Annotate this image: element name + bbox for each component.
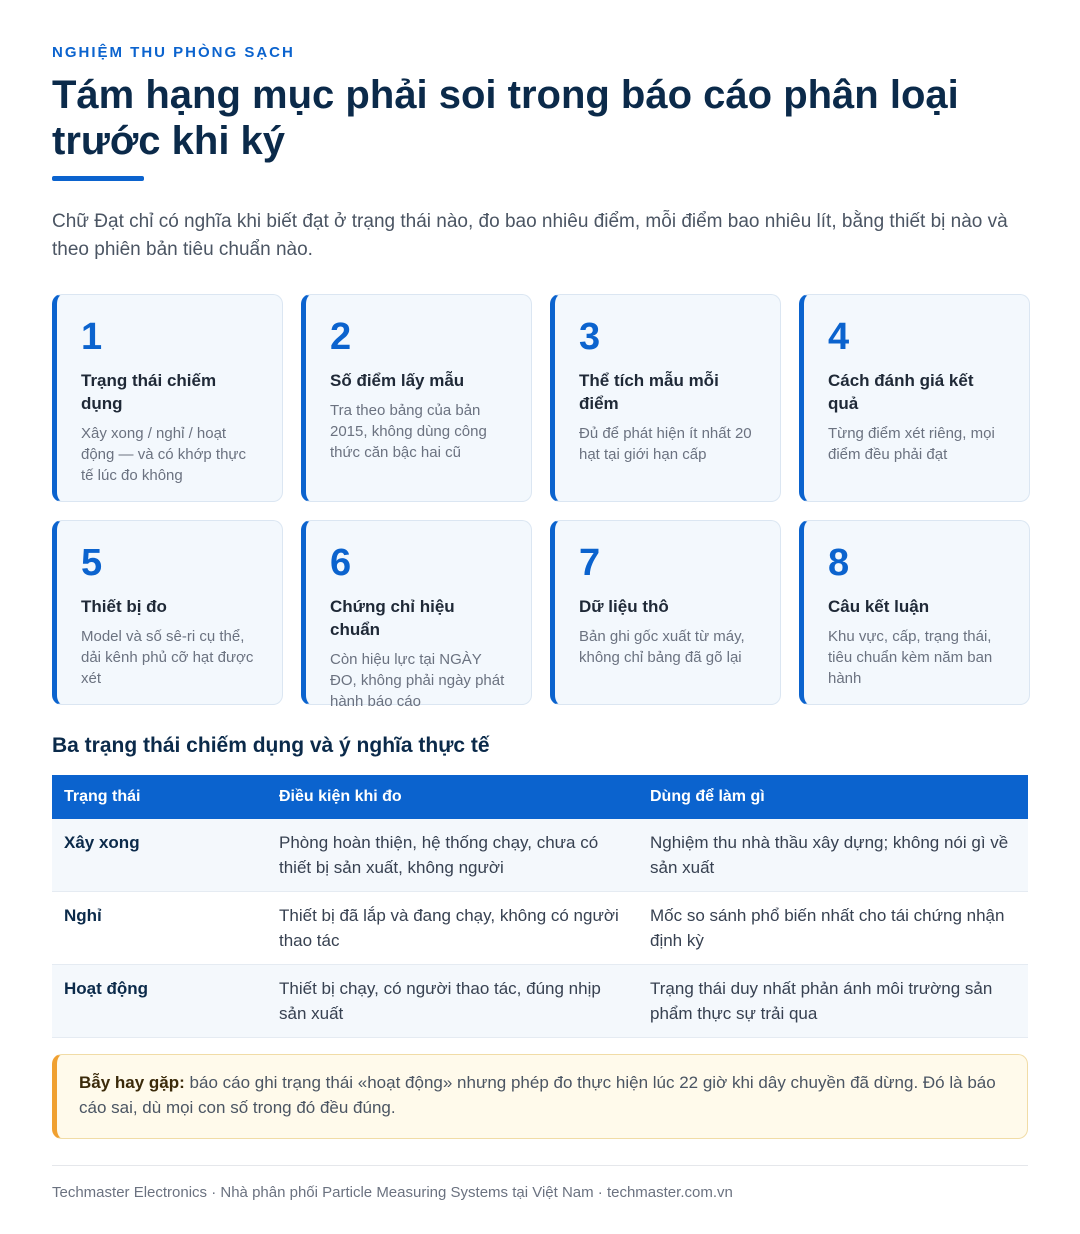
warning-callout (52, 1054, 1028, 1139)
table-row (52, 892, 1028, 965)
card-title: Thiết bị đo (81, 597, 167, 616)
checklist-card (301, 520, 532, 710)
card-number: 1 (81, 316, 103, 358)
card-description: Khu vực, cấp, trạng thái, tiêu chuẩn kèm năm ban hành (828, 628, 993, 687)
condition-cell: Thiết bị chạy, có người thao tác, đúng nhịp sản xuất (267, 965, 638, 1038)
footer-divider (52, 1165, 1028, 1166)
warning-label: Bẫy hay gặp: (79, 1073, 185, 1092)
use-cell: Nghiệm thu nhà thầu xây dựng; không nói gì về sản xuất (638, 819, 1028, 892)
column-header: Trạng thái (52, 775, 267, 819)
table-row (52, 965, 1028, 1038)
card-title: Chứng chỉ hiệu chuẩn (330, 597, 455, 639)
checklist-grid (52, 294, 1028, 710)
card-number: 8 (828, 542, 850, 584)
state-cell: Hoạt động (52, 965, 267, 1038)
card-title: Thể tích mẫu mỗi điểm (579, 371, 719, 413)
checklist-card (301, 294, 532, 502)
card-number: 4 (828, 316, 850, 358)
condition-cell: Thiết bị đã lắp và đang chạy, không có người thao tác (267, 892, 638, 965)
table-section-title: Ba trạng thái chiếm dụng và ý nghĩa thực tế (52, 734, 490, 757)
checklist-card (550, 294, 781, 502)
footer-text: Techmaster Electronics · Nhà phân phối Particle Measuring Systems tại Việt Nam · techmaster.com.vn (52, 1184, 733, 1201)
occupancy-states-table (52, 775, 1028, 1038)
card-description: Model và số sê-ri cụ thể, dải kênh phủ cỡ hạt được xét (81, 628, 254, 687)
card-number: 2 (330, 316, 352, 358)
card-description: Tra theo bảng của bản 2015, không dùng công thức căn bậc hai cũ (330, 402, 487, 461)
card-description: Còn hiệu lực tại NGÀY ĐO, không phải ngày phát hành báo cáo (330, 651, 505, 710)
checklist-card (799, 520, 1030, 705)
lead-paragraph: Chữ Đạt chỉ có nghĩa khi biết đạt ở trạng thái nào, đo bao nhiêu điểm, mỗi điểm bao nhiêu lít, bằng thiết bị nào và theo phiên bản tiêu chuẩn nào. (52, 211, 1008, 260)
card-description: Từng điểm xét riêng, mọi điểm đều phải đạt (828, 425, 995, 463)
checklist-card (799, 294, 1030, 502)
card-number: 6 (330, 542, 352, 584)
card-number: 7 (579, 542, 601, 584)
card-title: Dữ liệu thô (579, 597, 669, 616)
checklist-card (550, 520, 781, 705)
state-cell: Xây xong (52, 819, 267, 892)
table-row (52, 819, 1028, 892)
table-header-row (52, 775, 1028, 819)
checklist-card (52, 294, 283, 502)
card-title: Trạng thái chiếm dụng (81, 371, 217, 413)
eyebrow-label: NGHIỆM THU PHÒNG SẠCH (52, 44, 295, 61)
card-title: Cách đánh giá kết quả (828, 371, 974, 413)
condition-cell: Phòng hoàn thiện, hệ thống chạy, chưa có thiết bị sản xuất, không người (267, 819, 638, 892)
card-title: Số điểm lấy mẫu (330, 371, 465, 390)
column-header: Dùng để làm gì (638, 775, 1028, 819)
column-header: Điều kiện khi đo (267, 775, 638, 819)
warning-text: báo cáo ghi trạng thái «hoạt động» nhưng phép đo thực hiện lúc 22 giờ khi dây chuyền đã dừng. Đó là báo cáo sai, dù mọi con số trong đó đều đúng. (79, 1073, 996, 1117)
use-cell: Mốc so sánh phổ biến nhất cho tái chứng nhận định kỳ (638, 892, 1028, 965)
state-cell: Nghỉ (52, 892, 267, 965)
page-title: Tám hạng mục phải soi trong báo cáo phân loại trước khi ký (52, 73, 959, 163)
card-number: 3 (579, 316, 601, 358)
card-description: Xây xong / nghỉ / hoạt động — và có khớp thực tế lúc đo không (81, 425, 246, 484)
use-cell: Trạng thái duy nhất phản ánh môi trường sản phẩm thực sự trải qua (638, 965, 1028, 1038)
checklist-card (52, 520, 283, 705)
card-title: Câu kết luận (828, 597, 930, 616)
title-underline (52, 176, 144, 181)
card-description: Đủ để phát hiện ít nhất 20 hạt tại giới hạn cấp (579, 425, 752, 463)
card-description: Bản ghi gốc xuất từ máy, không chỉ bảng đã gõ lại (579, 628, 745, 666)
card-number: 5 (81, 542, 103, 584)
